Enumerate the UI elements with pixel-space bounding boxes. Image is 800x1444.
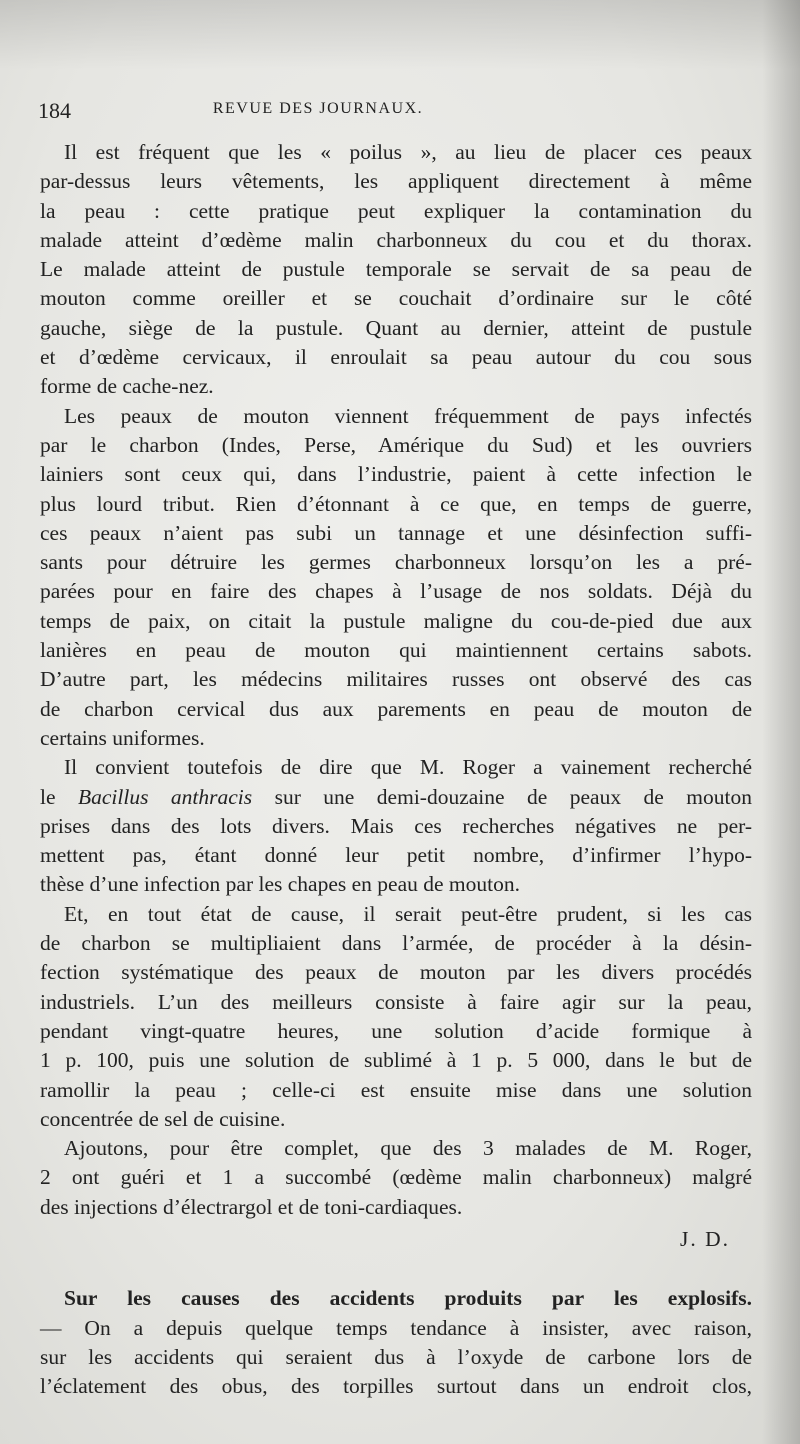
text-line: parées pour en faire des chapes à l’usage de nos soldats. Déjà du xyxy=(40,579,752,604)
text-line: par-dessus leurs vêtements, les appliquent directement à même xyxy=(40,169,752,194)
text-line: des injections d’électrargol et de toni-cardiaques. xyxy=(40,1194,463,1219)
author-initials: J. D. xyxy=(679,1226,730,1251)
text-line: l’éclatement des obus, des torpilles surtout dans un endroit clos, xyxy=(40,1374,752,1399)
section-heading: Sur les causes des accidents produits par les explosifs. xyxy=(64,1286,752,1311)
text-line: Il est fréquent que les « poilus », au lieu de placer ces peaux xyxy=(64,140,752,164)
article-body xyxy=(40,138,752,1401)
text-line: thèse d’une infection par les chapes en peau de mouton. xyxy=(40,872,520,897)
text-line: certains uniformes. xyxy=(40,725,205,750)
text-line: Les peaux de mouton viennent fréquemment de pays infectés xyxy=(64,403,752,428)
page-number: 184 xyxy=(38,98,71,123)
text-line: mettent pas, étant donné leur petit nombre, d’infirmer l’hypo- xyxy=(40,843,752,868)
text-line: D’autre part, les médecins militaires russes ont observé des cas xyxy=(40,667,752,692)
text-line: 1 p. 100, puis une solution de sublimé à 1 p. 5 000, dans le but de xyxy=(40,1048,752,1073)
text-line: lanières en peau de mouton qui maintiennent certains sabots. xyxy=(40,638,752,663)
text-line: de charbon cervical dus aux parements en peau de mouton de xyxy=(40,696,752,721)
text-line: lainiers sont ceux qui, dans l’industrie, paient à cette infection le xyxy=(40,462,752,487)
species-name: Bacillus anthracis xyxy=(77,784,253,809)
text-line: industriels. L’un des meilleurs consiste à faire agir sur la peau, xyxy=(40,989,752,1014)
text-line: Et, en tout état de cause, il serait peut-être prudent, si les cas xyxy=(64,901,752,926)
text-line: ces peaux n’aient pas subi un tannage et une désinfection suffi- xyxy=(40,520,752,545)
text-line: et d’œdème cervicaux, il enroulait sa peau autour du cou sous xyxy=(40,345,752,370)
text-line: prises dans des lots divers. Mais ces recherches négatives ne per- xyxy=(40,813,752,838)
text-line: — On a depuis quelque temps tendance à insister, avec raison, xyxy=(40,1315,752,1340)
text-line: Ajoutons, pour être complet, que des 3 malades de M. Roger, xyxy=(64,1136,752,1161)
scan-top-shadow xyxy=(0,0,800,70)
text-line: forme de cache-nez. xyxy=(40,374,214,399)
text-line xyxy=(40,783,752,812)
text-line: plus lourd tribut. Rien d’étonnant à ce que, en temps de guerre, xyxy=(40,491,752,516)
text-line: malade atteint d’œdème malin charbonneux du cou et du thorax. xyxy=(40,227,752,252)
text-line: 2 ont guéri et 1 a succombé (œdème malin charbonneux) malgré xyxy=(40,1165,752,1190)
text-line: ramollir la peau ; celle-ci est ensuite mise dans une solution xyxy=(40,1077,752,1102)
text-fragment: sur une demi-douzaine de peaux de mouton xyxy=(252,784,752,809)
scan-edge-shadow xyxy=(762,0,800,1444)
page-header xyxy=(38,98,738,128)
text-line: sur les accidents qui seraient dus à l’oxyde de carbone lors de xyxy=(40,1344,752,1369)
text-line: concentrée de sel de cuisine. xyxy=(40,1106,286,1131)
text-line: Il convient toutefois de dire que M. Roger a vainement recherché xyxy=(64,755,752,780)
text-line: fection systématique des peaux de mouton par les divers procédés xyxy=(40,960,752,985)
text-line: pendant vingt-quatre heures, une solution d’acide formique à xyxy=(40,1018,752,1043)
text-line: temps de paix, on citait la pustule maligne du cou-de-pied due aux xyxy=(40,608,752,633)
text-fragment: le xyxy=(40,784,78,809)
section-gap xyxy=(40,1254,752,1284)
text-line: gauche, siège de la pustule. Quant au dernier, atteint de pustule xyxy=(40,315,752,340)
text-line: la peau : cette pratique peut expliquer la contamination du xyxy=(40,198,752,223)
text-line: de charbon se multipliaient dans l’armée, de procéder à la désin- xyxy=(40,931,752,956)
running-title: REVUE DES JOURNAUX. xyxy=(212,100,424,117)
text-line: Le malade atteint de pustule temporale se servait de sa peau de xyxy=(40,257,752,282)
text-line: sants pour détruire les germes charbonneux lorsqu’on les a pré- xyxy=(40,550,752,575)
text-line: mouton comme oreiller et se couchait d’ordinaire sur le côté xyxy=(40,286,752,311)
text-line: par le charbon (Indes, Perse, Amérique du Sud) et les ouvriers xyxy=(40,432,752,457)
